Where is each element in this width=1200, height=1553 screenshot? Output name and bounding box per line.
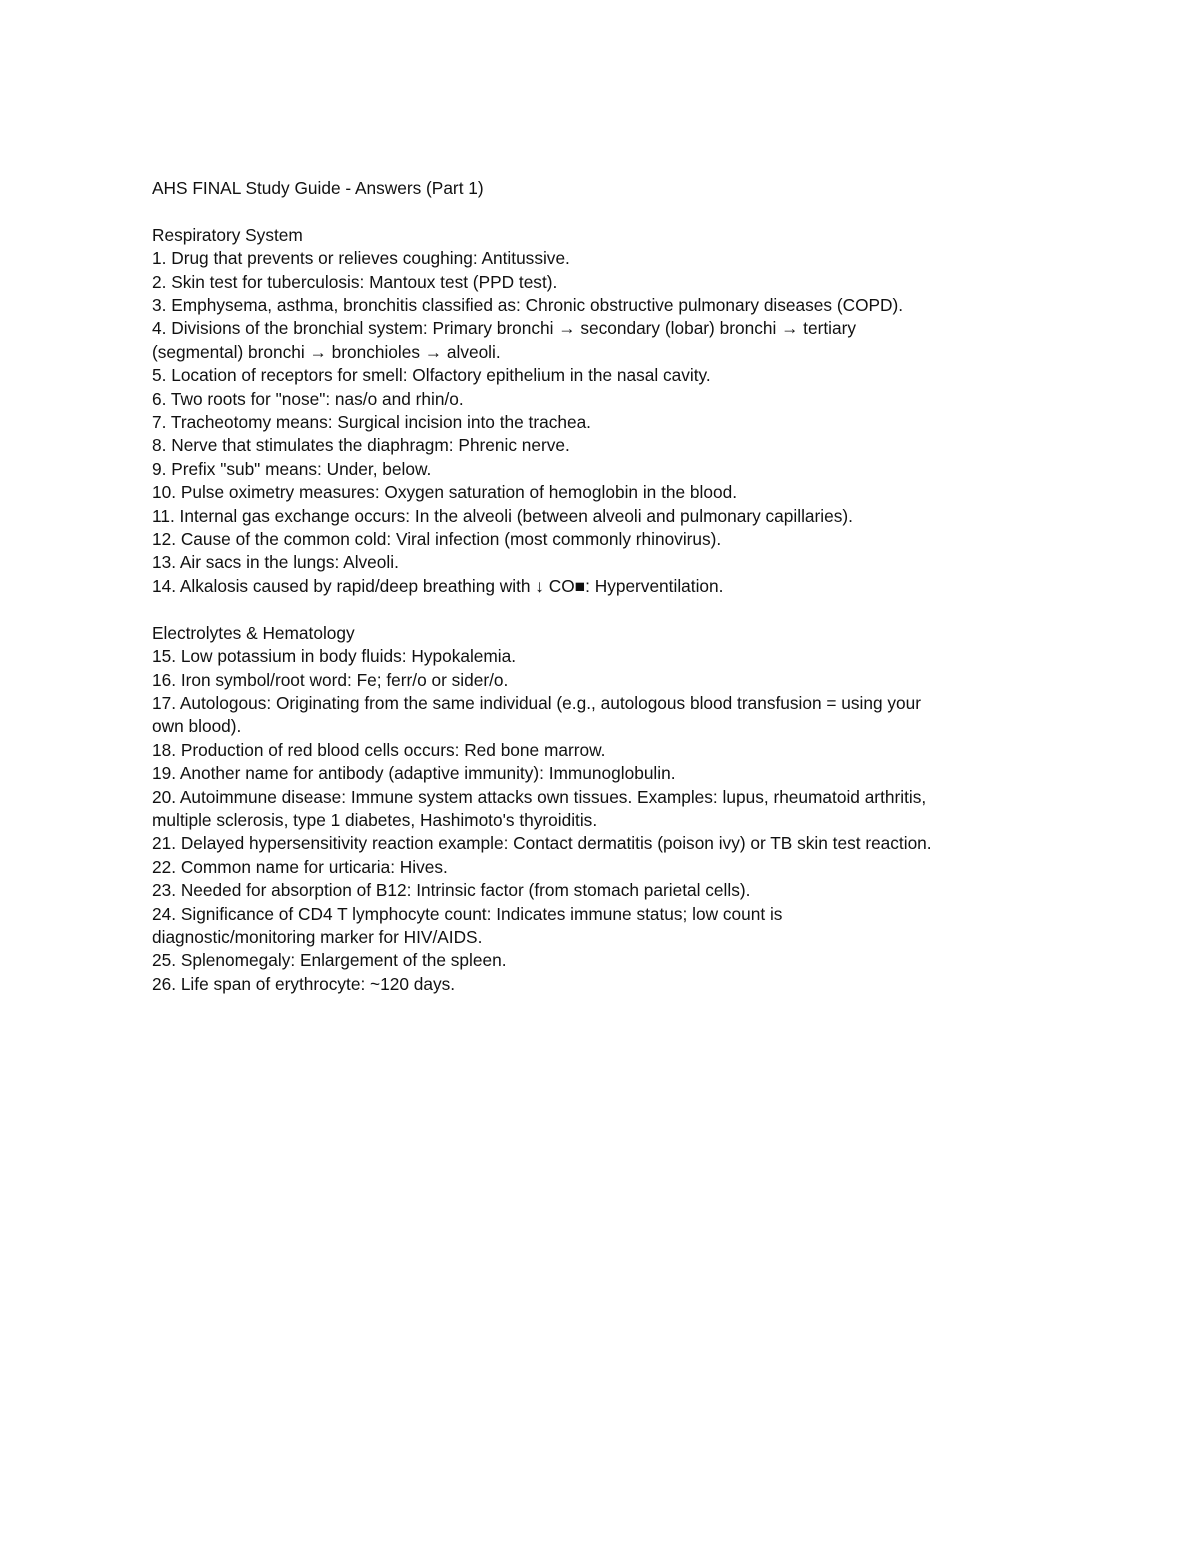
spacer — [152, 200, 1052, 223]
section-electrolytes-hematology — [152, 622, 1052, 997]
list-item: 6. Two roots for "nose": nas/o and rhin/o. — [152, 388, 464, 409]
list-item: 13. Air sacs in the lungs: Alveoli. — [152, 552, 399, 573]
list-item: multiple sclerosis, type 1 diabetes, Hashimoto's thyroiditis. — [152, 809, 598, 830]
list-item: 16. Iron symbol/root word: Fe; ferr/o or sider/o. — [152, 669, 509, 690]
list-item: 8. Nerve that stimulates the diaphragm: Phrenic nerve. — [152, 435, 570, 456]
list-item: diagnostic/monitoring marker for HIV/AIDS. — [152, 926, 483, 947]
list-item: 25. Splenomegaly: Enlargement of the spleen. — [152, 950, 507, 971]
document-page — [152, 177, 1052, 996]
list-item: 17. Autologous: Originating from the same individual (e.g., autologous blood transfusion = using your — [152, 692, 922, 713]
document-title: AHS FINAL Study Guide - Answers (Part 1) — [152, 178, 484, 198]
list-item: 2. Skin test for tuberculosis: Mantoux test (PPD test). — [152, 271, 558, 292]
list-item: 22. Common name for urticaria: Hives. — [152, 856, 448, 877]
list-item: 20. Autoimmune disease: Immune system attacks own tissues. Examples: lupus, rheumatoid arthritis, — [152, 786, 927, 807]
list-item: own blood). — [152, 716, 242, 737]
list-item: 21. Delayed hypersensitivity reaction example: Contact dermatitis (poison ivy) or TB skin test reaction. — [152, 833, 932, 854]
list-item: 4. Divisions of the bronchial system: Primary bronchi → secondary (lobar) bronchi → tertiary — [152, 318, 856, 339]
list-item: 11. Internal gas exchange occurs: In the alveoli (between alveoli and pulmonary capillaries). — [152, 505, 853, 526]
list-item: 18. Production of red blood cells occurs: Red bone marrow. — [152, 739, 606, 760]
list-item: 5. Location of receptors for smell: Olfactory epithelium in the nasal cavity. — [152, 365, 711, 386]
list-item: (segmental) bronchi → bronchioles → alveoli. — [152, 341, 501, 362]
list-item: 15. Low potassium in body fluids: Hypokalemia. — [152, 646, 517, 667]
list-item: 23. Needed for absorption of B12: Intrinsic factor (from stomach parietal cells). — [152, 880, 751, 901]
spacer — [152, 598, 1052, 621]
list-item: 19. Another name for antibody (adaptive immunity): Immunoglobulin. — [152, 763, 676, 784]
section-heading: Respiratory System — [152, 224, 303, 245]
list-item: 12. Cause of the common cold: Viral infection (most commonly rhinovirus). — [152, 529, 722, 550]
list-item: 26. Life span of erythrocyte: ~120 days. — [152, 973, 456, 994]
list-item: 10. Pulse oximetry measures: Oxygen saturation of hemoglobin in the blood. — [152, 482, 738, 503]
section-respiratory — [152, 224, 1052, 599]
list-item: 14. Alkalosis caused by rapid/deep breathing with ↓ CO■: Hyperventilation. — [152, 575, 724, 596]
list-item: 3. Emphysema, asthma, bronchitis classified as: Chronic obstructive pulmonary diseases (COPD). — [152, 295, 904, 316]
list-item: 9. Prefix "sub" means: Under, below. — [152, 458, 432, 479]
section-heading: Electrolytes & Hematology — [152, 622, 355, 643]
list-item: 7. Tracheotomy means: Surgical incision into the trachea. — [152, 412, 591, 433]
list-item: 1. Drug that prevents or relieves coughing: Antitussive. — [152, 248, 570, 269]
list-item: 24. Significance of CD4 T lymphocyte count: Indicates immune status; low count is — [152, 903, 783, 924]
